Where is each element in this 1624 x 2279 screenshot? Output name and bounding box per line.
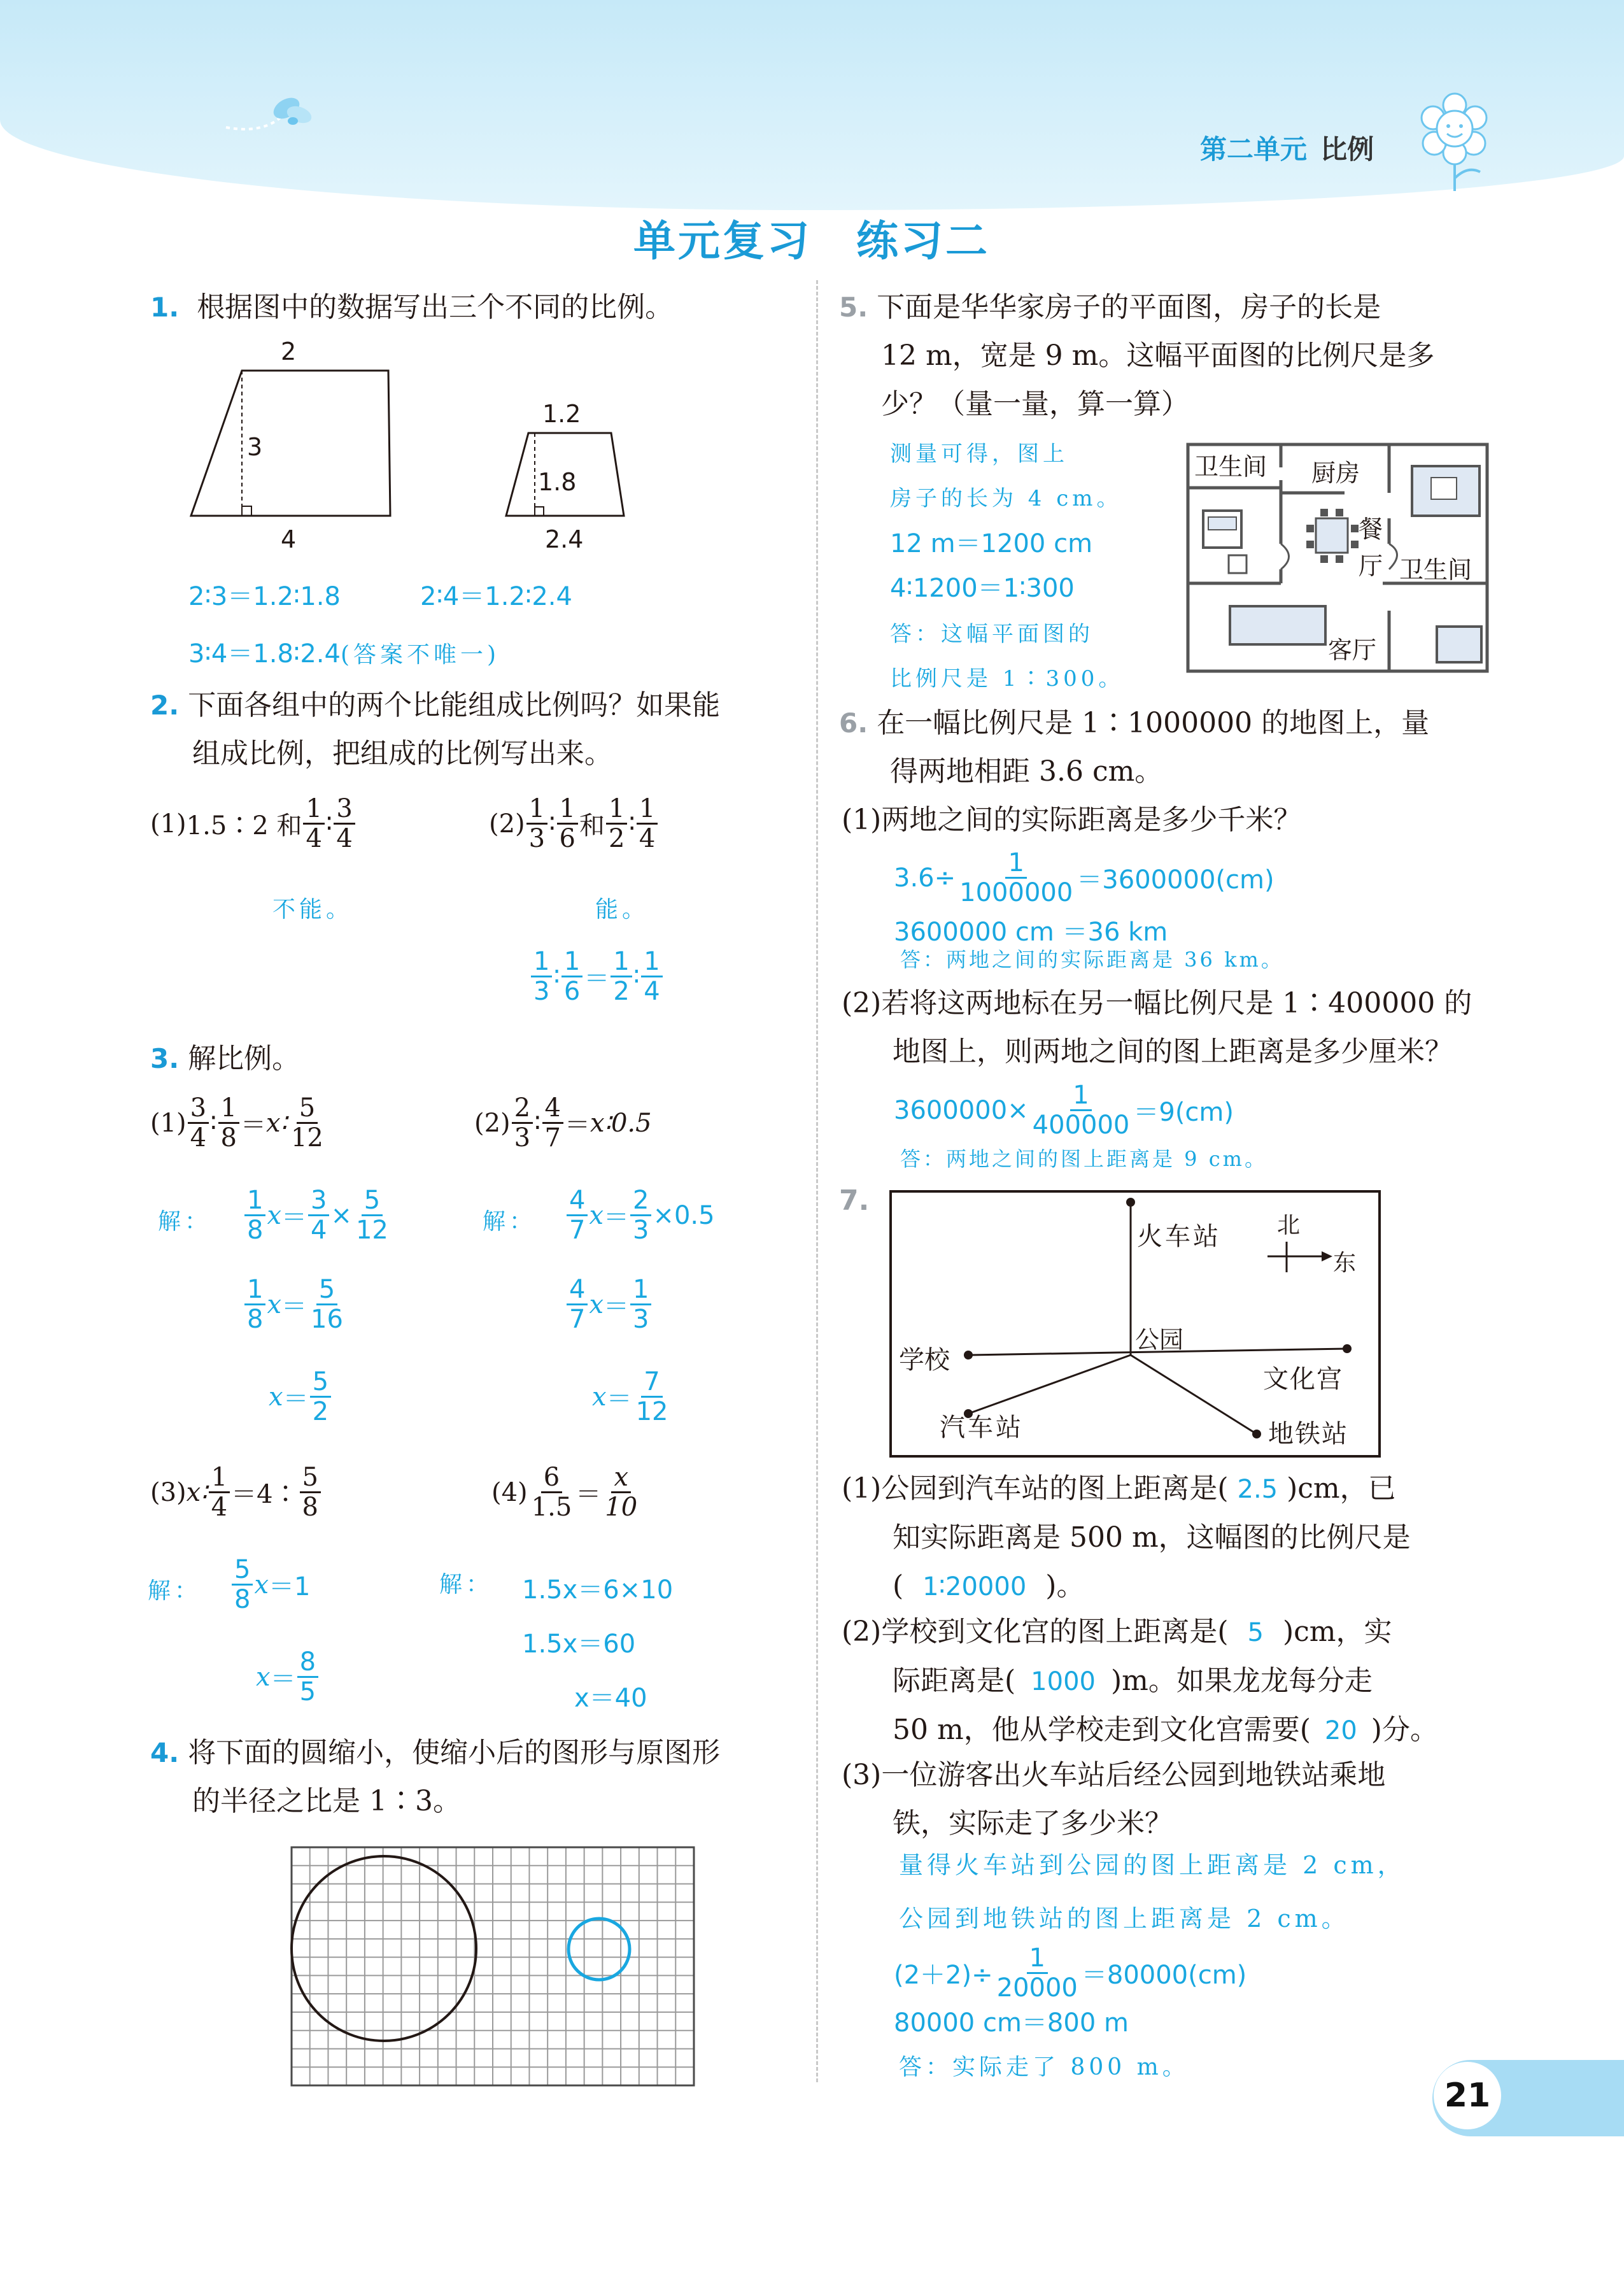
fraction-numerator: 1 <box>1005 850 1026 879</box>
q7-s2-answer-2: 1000 <box>1031 1667 1096 1696</box>
fraction-numerator: 1 <box>526 796 547 825</box>
q5-prompt <box>839 283 1434 429</box>
variable-x: x <box>267 1200 282 1230</box>
fraction-numerator: 1 <box>1070 1083 1091 1111</box>
q3-part-3 <box>150 1465 322 1520</box>
fraction-denominator: 4 <box>211 1493 228 1522</box>
fraction-numerator: 7 <box>641 1369 662 1398</box>
q7-s3-answer-4: 80000 cm＝800 m <box>894 2008 1129 2038</box>
q6-sub2-text-2: 地图上，则两地之间的图上距离是多少厘米？ <box>893 1035 1453 1068</box>
q7-s1-paren-open: ( <box>893 1570 904 1602</box>
q1-big-top: 2 <box>281 337 297 366</box>
variable-x: x <box>267 1289 282 1319</box>
q3-text: 解比例。 <box>188 1042 300 1075</box>
q6-sub1-answer-2: 3600000 cm ＝36 km <box>894 918 1168 947</box>
equals: ＝ <box>241 1111 266 1140</box>
map-metro-station: 地铁站 <box>1268 1419 1348 1449</box>
fraction-denominator: 5 <box>299 1677 316 1707</box>
colon: ∶ <box>628 809 635 839</box>
q7-s3-text-2: 铁，实际走了多少米？ <box>893 1807 1173 1840</box>
q3-p2-step-2 <box>565 1277 653 1332</box>
equals: ＝ <box>606 1384 632 1414</box>
fraction-numerator: 6 <box>541 1465 562 1493</box>
fraction-numerator: 1 <box>209 1465 230 1493</box>
fraction-denominator: 3 <box>514 1123 531 1153</box>
q7-s2-text-f: )分。 <box>1371 1714 1438 1746</box>
q3-p3-mid: ＝4∶ <box>231 1480 299 1509</box>
q1-answer-1: 2∶3＝1.2∶1.8 <box>188 582 341 611</box>
fraction-numerator: 3 <box>334 796 355 825</box>
q3-p1-rhs: x∶ <box>266 1108 287 1138</box>
q3-p1-step-2 <box>243 1277 347 1332</box>
q3-p3-step-2 <box>256 1649 320 1705</box>
q6-sub-2 <box>842 979 1472 1076</box>
page-number: 21 <box>1434 2062 1501 2129</box>
q7-s3-text-1: (3)一位游客出火车站后经公园到地铁站乘地 <box>842 1759 1386 1791</box>
fraction-numerator: 2 <box>630 1188 651 1216</box>
expr-suffix: ＝80000(cm) <box>1081 1961 1247 1990</box>
fraction-numerator: 8 <box>297 1649 318 1678</box>
fraction-denominator: 4 <box>190 1123 207 1153</box>
q7-s2-text-e: 50 m，他从学校走到文化宫需要( <box>893 1714 1311 1746</box>
map-park: 公园 <box>1135 1326 1184 1354</box>
fraction-numerator: 1 <box>557 796 578 825</box>
variable-x: x <box>589 1289 604 1319</box>
q3-p3-jie: 解： <box>148 1578 202 1604</box>
variable-x: x <box>589 1200 604 1230</box>
q3-p4-step-1: 1.5x＝6×10 <box>522 1575 674 1605</box>
q3-prompt <box>150 1035 300 1083</box>
q5-text-1: 下面是华华家房子的平面图，房子的长是 <box>877 291 1381 323</box>
fraction-numerator: 1 <box>303 796 324 825</box>
q1-small-top: 1.2 <box>542 400 581 428</box>
fraction-numerator: 5 <box>362 1188 383 1216</box>
q1-answer-2: 2∶4＝1.2∶2.4 <box>420 582 572 611</box>
variable-x: x <box>254 1570 269 1600</box>
equals: ＝ <box>270 1665 296 1694</box>
q2-text-2: 组成比例，把组成的比例写出来。 <box>192 737 612 770</box>
q6-prompt <box>839 699 1429 796</box>
q3-p1-step-1 <box>243 1188 392 1243</box>
variable-x: x <box>592 1382 607 1412</box>
q3-p2-label: (2) <box>474 1108 511 1138</box>
fraction-denominator: 8 <box>234 1585 251 1614</box>
q3-p3-tail: ＝1 <box>269 1572 311 1601</box>
q7-s2-answer-3: 20 <box>1324 1716 1357 1745</box>
q3-p1-step-3 <box>269 1369 332 1424</box>
fraction-denominator: 1000000 <box>959 878 1073 907</box>
equals: ＝ <box>565 1111 590 1140</box>
q1-prompt <box>150 283 673 332</box>
fraction-denominator: 2 <box>613 977 630 1006</box>
q3-p3-step-1 <box>230 1557 310 1612</box>
q3-p1-jie: 解： <box>158 1209 212 1235</box>
fraction-denominator: 4 <box>306 824 322 853</box>
page-title: 单元复习 练习二 <box>633 217 990 266</box>
fraction-numerator: 1 <box>641 949 662 977</box>
q5-answer-5: 答：这幅平面图的 <box>890 621 1094 647</box>
q3-part-4 <box>491 1465 641 1520</box>
fraction-denominator: 7 <box>544 1123 561 1153</box>
q3-part-2 <box>474 1095 652 1151</box>
q3-p1-label: (1) <box>150 1108 187 1138</box>
fraction-numerator: 1 <box>244 1277 265 1305</box>
room-dining-1: 餐 <box>1359 515 1383 543</box>
fraction-denominator: 16 <box>311 1305 343 1334</box>
fraction-numerator: 1 <box>561 949 583 977</box>
q1-answer-3: 3∶4＝1.8∶2.4 <box>188 639 341 669</box>
equals: ＝ <box>575 1480 602 1509</box>
q3-part-1 <box>150 1095 327 1151</box>
q7-s1-paren-close: )。 <box>1045 1570 1085 1602</box>
fraction-denominator: 3 <box>633 1216 649 1245</box>
q5-answer-6: 比例尺是 1∶300。 <box>890 666 1124 692</box>
q5-answer-1: 测量可得，图上 <box>890 441 1068 467</box>
q5-text-2: 12 m，宽是 9 m。这幅平面图的比例尺是多 <box>881 339 1435 372</box>
colon: ∶ <box>553 962 560 991</box>
fraction-denominator: 12 <box>355 1216 388 1245</box>
colon: ∶ <box>549 809 556 839</box>
equals: ＝ <box>283 1384 309 1414</box>
fraction-numerator: 5 <box>297 1095 318 1124</box>
q2-prompt <box>150 681 720 778</box>
colon: ∶ <box>534 1108 541 1138</box>
fraction-numerator: 1 <box>637 796 658 825</box>
room-kitchen: 厨房 <box>1311 459 1360 487</box>
variable-x: x <box>269 1382 283 1412</box>
q6-text-2: 得两地相距 3.6 cm。 <box>890 755 1163 788</box>
q2-p2-label: (2) <box>489 809 525 839</box>
fraction-denominator: 8 <box>302 1493 318 1522</box>
map-train-station: 火车站 <box>1137 1222 1221 1251</box>
map-school: 学校 <box>899 1345 950 1375</box>
fraction-denominator: 6 <box>559 824 575 853</box>
expr-prefix: (2＋2)÷ <box>894 1961 993 1990</box>
q7-s1-answer-1: 2.5 <box>1237 1475 1278 1504</box>
q5-answer-4: 4∶1200＝1∶300 <box>890 574 1075 603</box>
q4-text-2: 的半径之比是 1∶3。 <box>192 1785 461 1817</box>
q7-s3-answer-2: 公园到地铁站的图上距离是 2 cm。 <box>899 1905 1350 1933</box>
q3-p4-label: (4) <box>491 1477 528 1507</box>
q1-small-bottom: 2.4 <box>545 525 584 553</box>
q2-p1-label: (1) <box>150 809 187 839</box>
q3-p2-tail: ×0.5 <box>653 1200 715 1230</box>
fraction-numerator: 1 <box>606 796 627 825</box>
fraction-denominator: 8 <box>220 1123 237 1153</box>
q3-p4-step-3: x＝40 <box>574 1684 647 1713</box>
equals: ＝ <box>281 1292 307 1321</box>
fraction-denominator: 20000 <box>996 1973 1078 2003</box>
q7-s2-text-c: 际距离是( <box>893 1665 1016 1697</box>
fraction-numerator: 1 <box>531 949 552 977</box>
q6-sub2-text-1: (2)若将这两地标在另一幅比例尺是 1∶400000 的 <box>842 987 1472 1019</box>
fraction-denominator: 2 <box>609 824 625 853</box>
q7-number: 7. <box>839 1184 870 1217</box>
fraction-denominator: 400000 <box>1032 1111 1130 1140</box>
q3-p3-lhs: x∶ <box>186 1477 208 1507</box>
q1-number: 1. <box>150 292 180 323</box>
colon: ∶ <box>633 962 640 991</box>
fraction-denominator: 10 <box>605 1493 638 1522</box>
q6-sub1-answer-1 <box>894 850 1274 905</box>
q7-sub-1 <box>842 1465 1411 1611</box>
q2-text-1: 下面各组中的两个比能组成比例吗？如果能 <box>188 689 721 721</box>
q7-s1-text-c: 知实际距离是 500 m，这幅图的比例尺是 <box>893 1521 1411 1554</box>
q6-number: 6. <box>839 707 868 739</box>
expr-prefix: 3600000× <box>894 1095 1029 1125</box>
q5-text-3: 少？（量一量，算一算） <box>881 388 1189 420</box>
q6-sub2-answer-2: 答：两地之间的图上距离是 9 cm。 <box>900 1147 1267 1171</box>
expr-prefix: 3.6÷ <box>894 863 956 893</box>
fraction-numerator: 3 <box>308 1188 329 1216</box>
column-divider <box>816 280 818 2082</box>
unit-name: 第二单元 <box>1200 134 1308 165</box>
equals: ＝ <box>604 1203 630 1232</box>
fraction-denominator: 6 <box>563 977 581 1006</box>
map-bus-station: 汽车站 <box>940 1413 1024 1442</box>
variable-x: x <box>256 1662 271 1692</box>
q4-text-1: 将下面的圆缩小，使缩小后的图形与原图形 <box>188 1736 721 1769</box>
q2-number: 2. <box>150 690 180 721</box>
compass-north: 北 <box>1277 1212 1301 1239</box>
equals: ＝ <box>281 1203 307 1232</box>
q2-part-2 <box>489 796 659 851</box>
and-word: 和 <box>579 811 605 841</box>
fraction-denominator: 4 <box>644 977 660 1006</box>
q7-s3-answer-5: 答：实际走了 800 m。 <box>899 2054 1189 2080</box>
q7-s2-answer-1: 5 <box>1247 1618 1264 1647</box>
fraction-numerator: 4 <box>567 1188 588 1216</box>
q1-answer-note: (答案不唯一) <box>340 642 500 668</box>
q4-number: 4. <box>150 1737 180 1768</box>
fraction-numerator: 5 <box>232 1557 253 1586</box>
fraction-denominator: 3 <box>528 824 546 853</box>
q7-s2-text-d: )m。如果龙龙每分走 <box>1110 1665 1373 1697</box>
q6-text-1: 在一幅比例尺是 1∶1000000 的地图上，量 <box>877 707 1430 739</box>
expr-suffix: ＝9(cm) <box>1133 1098 1234 1127</box>
fraction-denominator: 4 <box>311 1216 327 1245</box>
q1-small-height: 1.8 <box>538 468 577 496</box>
q7-s3-answer-3 <box>894 1945 1246 2001</box>
fraction-denominator: 8 <box>247 1305 264 1334</box>
q7-s2-text-a: (2)学校到文化宫的图上距离是( <box>842 1615 1229 1648</box>
q5-answer-3: 12 m＝1200 cm <box>890 529 1093 558</box>
fraction-denominator: 7 <box>569 1305 586 1334</box>
fraction-numerator: 5 <box>316 1277 337 1305</box>
room-dining-2: 厅 <box>1359 552 1383 580</box>
fraction-denominator: 4 <box>639 824 656 853</box>
fraction-denominator: 4 <box>336 824 353 853</box>
fraction-numerator: 3 <box>188 1095 209 1124</box>
q5-number: 5. <box>839 292 868 323</box>
fraction-numerator: 1 <box>611 949 632 977</box>
unit-header <box>1200 129 1374 167</box>
fraction-numerator: 5 <box>300 1465 321 1493</box>
q1-big-height: 3 <box>247 433 263 461</box>
q2-answer-2: 能。 <box>595 897 649 923</box>
room-bathroom-1: 卫生间 <box>1194 453 1267 481</box>
q3-p2-step-3 <box>592 1369 672 1424</box>
q7-s1-answer-2: 1∶20000 <box>922 1572 1027 1601</box>
colon: ∶ <box>210 1108 217 1138</box>
q3-p2-jie: 解： <box>483 1209 537 1235</box>
unit-topic: 比例 <box>1320 134 1374 165</box>
room-bathroom-2: 卫生间 <box>1399 556 1472 584</box>
room-living: 客厅 <box>1328 636 1377 664</box>
q7-s2-text-b: )cm，实 <box>1282 1615 1392 1648</box>
fraction-numerator: x <box>611 1465 631 1493</box>
fraction-denominator: 1.5 <box>531 1493 572 1522</box>
fraction-denominator: 7 <box>569 1216 586 1245</box>
fraction-numerator: 2 <box>512 1095 533 1124</box>
fraction-denominator: 3 <box>633 1305 649 1334</box>
q3-p4-step-2: 1.5x＝60 <box>522 1629 636 1659</box>
q1-answer-3-row <box>188 634 500 670</box>
fraction-denominator: 12 <box>290 1123 323 1153</box>
fraction-numerator: 4 <box>567 1277 588 1305</box>
fraction-denominator: 8 <box>247 1216 264 1245</box>
butterfly-icon <box>223 83 318 140</box>
fraction-denominator: 2 <box>312 1397 329 1426</box>
q3-p2-rhs: x∶0.5 <box>590 1108 652 1138</box>
equals: ＝ <box>584 964 610 993</box>
q5-answer-2: 房子的长为 4 cm。 <box>890 486 1122 511</box>
q4-prompt <box>150 1729 720 1826</box>
q6-sub-1: (1)两地之间的实际距离是多少千米？ <box>842 804 1302 836</box>
q2-answer-2-proportion <box>530 949 664 1004</box>
q6-sub2-answer-1 <box>894 1083 1234 1138</box>
q4-grid-figure <box>290 1845 697 2089</box>
fraction-denominator: 3 <box>533 977 550 1006</box>
fraction-numerator: 1 <box>244 1188 265 1216</box>
expr-suffix: ＝3600000(cm) <box>1077 865 1274 895</box>
q7-s3-answer-1: 量得火车站到公园的图上距离是 2 cm， <box>899 1851 1406 1879</box>
q3-p2-step-1 <box>565 1188 715 1243</box>
q7-sub-2 <box>842 1608 1438 1755</box>
q6-sub1-answer-3: 答：两地之间的实际距离是 36 km。 <box>900 948 1284 972</box>
colon: ∶ <box>325 809 333 839</box>
q7-s1-text-b: )cm，已 <box>1287 1472 1396 1505</box>
map-culture-palace: 文化宫 <box>1263 1365 1343 1394</box>
fraction-numerator: 4 <box>542 1095 563 1124</box>
equals: ＝ <box>604 1292 630 1321</box>
fraction-denominator: 12 <box>635 1397 668 1426</box>
q3-p3-label: (3) <box>150 1477 187 1507</box>
fraction-numerator: 1 <box>630 1277 651 1305</box>
q7-s1-text-a: (1)公园到汽车站的图上距离是( <box>842 1472 1229 1505</box>
q3-p4-jie: 解： <box>439 1572 493 1598</box>
q1-text: 根据图中的数据写出三个不同的比例。 <box>197 291 674 323</box>
fraction-numerator: 5 <box>310 1369 331 1398</box>
times: × <box>330 1200 352 1230</box>
fraction-numerator: 1 <box>218 1095 239 1124</box>
q3-number: 3. <box>150 1043 180 1074</box>
fraction-numerator: 1 <box>1027 1945 1048 1974</box>
q1-big-bottom: 4 <box>281 525 297 553</box>
q7-sub-3 <box>842 1751 1385 1848</box>
q2-part-1 <box>150 796 357 851</box>
compass-east: 东 <box>1333 1250 1357 1276</box>
q2-p1-ratio: 1.5∶2 和 <box>186 811 302 841</box>
flower-icon <box>1416 89 1493 191</box>
q2-answer-1: 不能。 <box>272 897 353 923</box>
